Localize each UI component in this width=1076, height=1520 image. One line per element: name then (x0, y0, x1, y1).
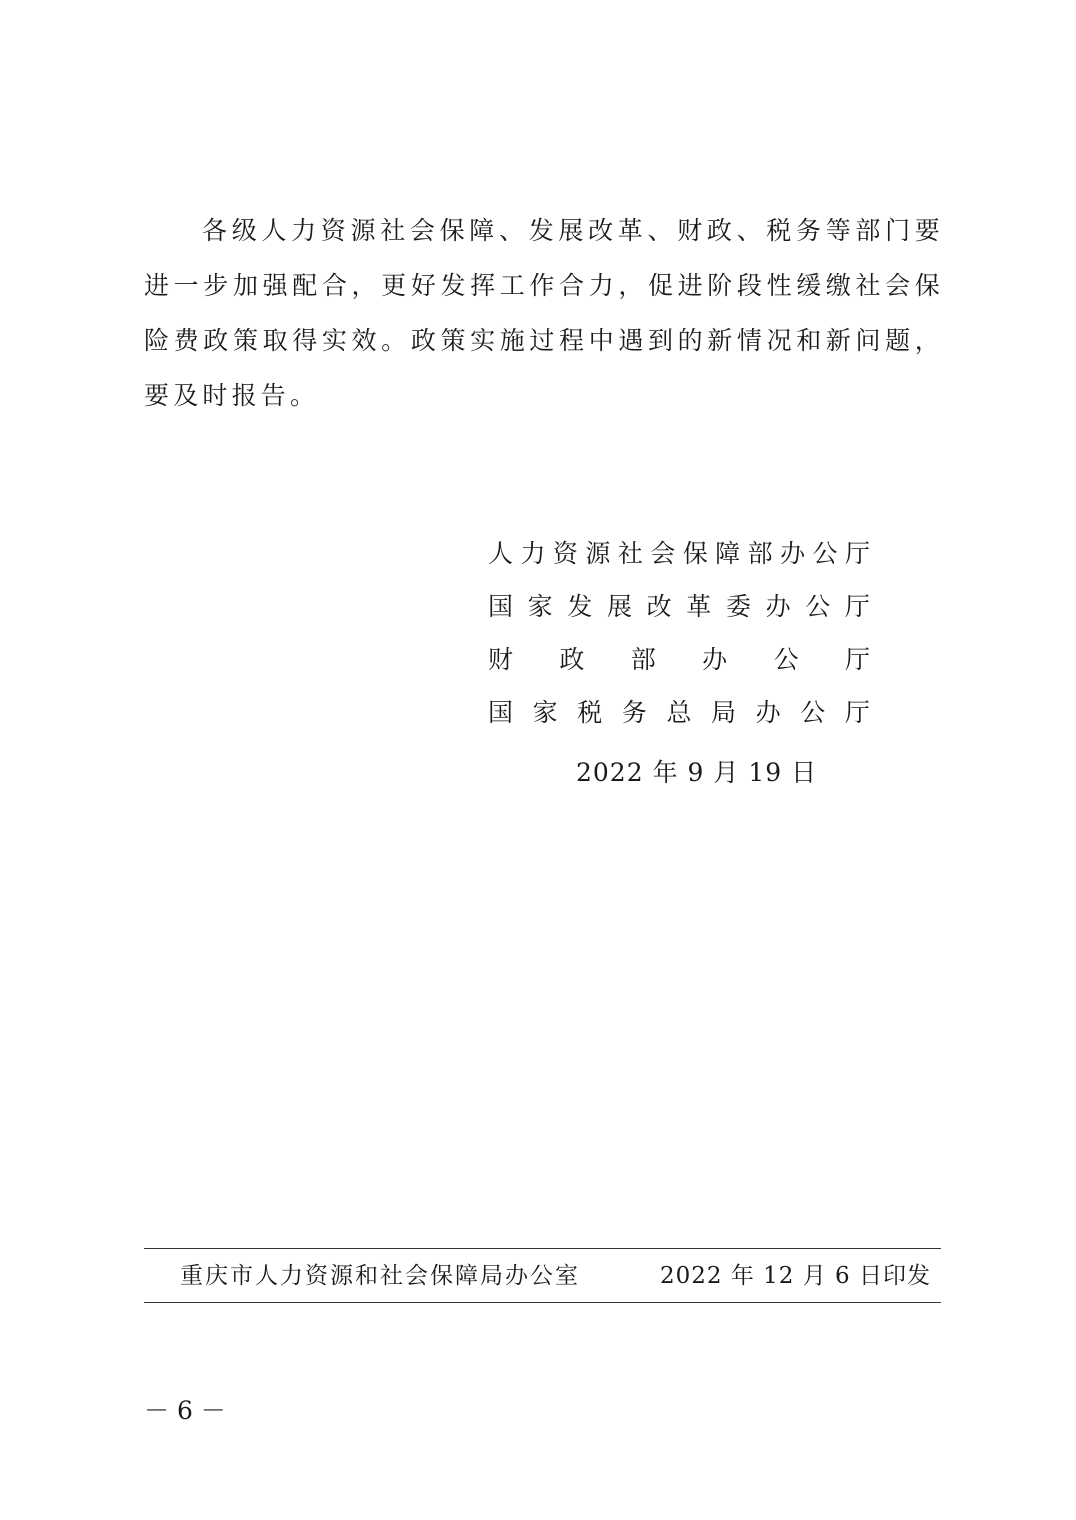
signatory-char: 家 (527, 592, 553, 621)
signatory-char: 公 (800, 698, 826, 727)
footer-issuer: 重庆市人力资源和社会保障局办公室 (180, 1263, 580, 1289)
signatory-char: 力 (520, 539, 546, 568)
signatory-char: 办 (780, 539, 806, 568)
signatory-char: 革 (686, 592, 712, 621)
signatory-char: 资 (552, 539, 578, 568)
signatory-char: 家 (532, 698, 558, 727)
footer-row (144, 1256, 941, 1296)
signatory-char: 部 (630, 645, 656, 674)
signatory-char: 会 (650, 539, 676, 568)
signatory-char: 国 (488, 592, 514, 621)
footer-issue-date: 2022 年 12 月 6 日印发 (660, 1263, 931, 1289)
signatory-char: 办 (702, 645, 728, 674)
signatory-char: 公 (812, 539, 838, 568)
signatory-char: 厅 (844, 698, 870, 727)
signatory-char: 展 (606, 592, 632, 621)
signatory-char: 政 (559, 645, 585, 674)
body-text (144, 203, 944, 423)
signatory-char: 人 (488, 539, 514, 568)
signatory-sat-office (488, 693, 870, 733)
signatory-char: 公 (773, 645, 799, 674)
signatory-char: 保 (682, 539, 708, 568)
sign-date: 2022 年 9 月 19 日 (576, 758, 818, 787)
signatory-char: 发 (567, 592, 593, 621)
signatory-char: 办 (755, 698, 781, 727)
signatory-char: 社 (617, 539, 643, 568)
signatory-ndrc-office (488, 587, 870, 627)
signatory-char: 局 (711, 698, 737, 727)
signatory-char: 务 (621, 698, 647, 727)
signatory-char: 公 (805, 592, 831, 621)
signatory-char: 财 (488, 645, 514, 674)
signatory-char: 厅 (844, 592, 870, 621)
signatory-char: 改 (646, 592, 672, 621)
page-number: － 6 － (144, 1396, 226, 1425)
signatory-char: 税 (577, 698, 603, 727)
body-paragraph: 各级人力资源社会保障、发展改革、财政、税务等部门要进一步加强配合，更好发挥工作合力，促进阶段性缓缴社会保险费政策取得实效。政策实施过程中遇到的新情况和新问题，要及时报告。 (144, 216, 944, 410)
signatory-char: 厅 (844, 539, 870, 568)
signatory-char: 办 (765, 592, 791, 621)
signatory-char: 源 (585, 539, 611, 568)
footer-bottom-rule (144, 1302, 941, 1303)
signatory-char: 总 (666, 698, 692, 727)
footer-top-rule (144, 1248, 941, 1249)
signatory-char: 障 (715, 539, 741, 568)
signatory-char: 厅 (844, 645, 870, 674)
signatory-char: 部 (747, 539, 773, 568)
signatory-char: 国 (488, 698, 514, 727)
signatory-char: 委 (725, 592, 751, 621)
signatory-mof-office (488, 640, 870, 680)
signatory-hrss-office (488, 534, 870, 574)
